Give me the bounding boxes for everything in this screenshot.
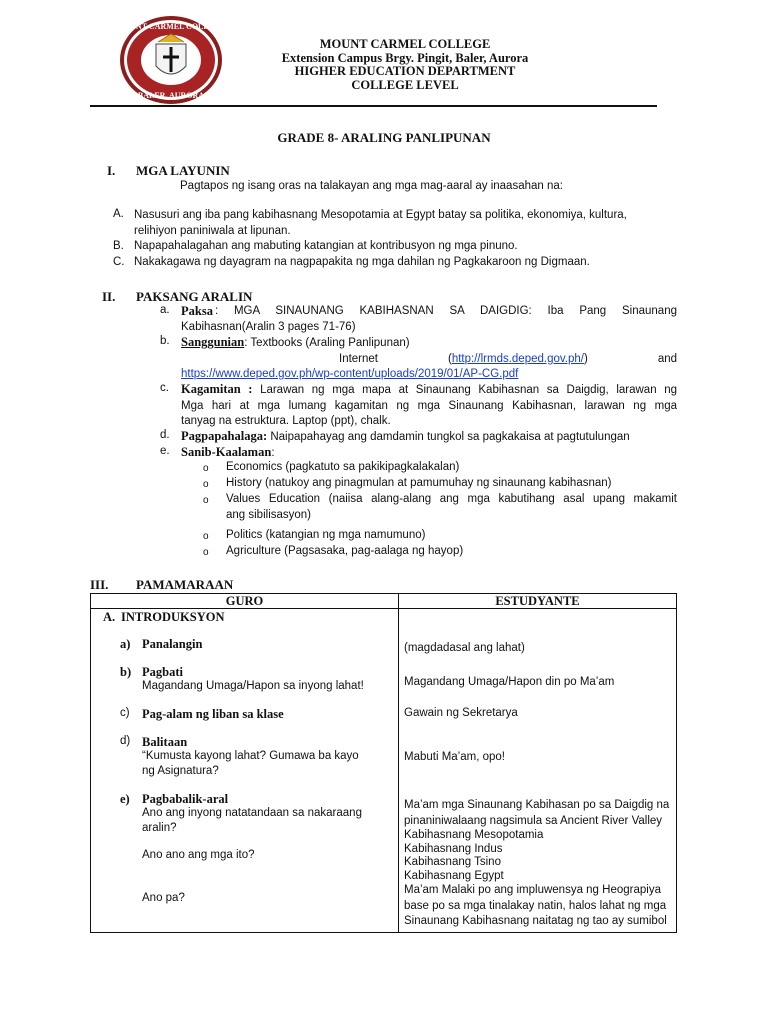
bullet-icon: o (203, 463, 209, 474)
column-header-estudyante: ESTUDYANTE (399, 594, 677, 609)
campus-address: Extension Campus Brgy. Pingit, Baler, Aurora (281, 50, 529, 65)
values-letter: d. (160, 429, 170, 441)
deped-lrmds-link[interactable]: http://lrmds.deped.gov.ph/ (451, 352, 584, 365)
review-question: Ano pa? (142, 892, 185, 904)
step-title-panalangin: Panalangin (142, 637, 203, 651)
step-letter: b) (120, 665, 132, 679)
integration-bullet: Values Education (naiisa alang-alang ang mga kabutihang asal upang makamit (226, 493, 677, 505)
header-block (230, 38, 580, 92)
table-header-row (91, 594, 677, 609)
balitaan-text: “Kumusta kayong lahat? Gumawa ba kayo (142, 750, 359, 762)
level-name: COLLEGE LEVEL (351, 77, 459, 92)
objective-item: Nasusuri ang iba pang kabihasnang Mesopotamia at Egypt batay sa politika, ekonomiya, kultura, relihiyon paniniwala at lipunan. (134, 209, 627, 237)
header-rule (90, 105, 657, 107)
step-title-attendance: Pag-alam ng liban sa klase (142, 707, 284, 721)
integration-bullet-cont: ang sibilisasyon) (226, 509, 312, 521)
balitaan-text: ng Asignatura? (142, 765, 219, 777)
integration-item: Sanib-Kaalaman: (181, 445, 275, 459)
values-item: Pagpapahalaga: Naipapahayag ang damdamin tungkol sa pagkakaisa at pagtutulungan (181, 429, 630, 443)
objective-letter: C. (113, 256, 125, 268)
department-name: HIGHER EDUCATION DEPARTMENT (294, 64, 516, 78)
deped-curriculum-link[interactable]: https://www.deped.gov.ph/wp-content/uploads/2019/01/AP-CG.pdf (181, 368, 519, 380)
intro-title: INTRODUKSYON (121, 610, 225, 624)
step-title-pagbati: Pagbati (142, 665, 183, 679)
student-response: Magandang Umaga/Hapon din po Ma’am (404, 676, 615, 688)
section-2-number: II. (102, 289, 116, 304)
teacher-cell (91, 609, 399, 933)
bullet-icon: o (203, 547, 209, 558)
step-letter: e) (120, 792, 130, 806)
section-3-number: III. (90, 577, 109, 592)
table-row (91, 609, 677, 933)
objective-item: Napapahalagahan ang mabuting katangian at kontribusyon ng mga pinuno. (134, 240, 518, 252)
step-letter: c) (120, 707, 130, 719)
review-responses: Ma’am mga Sinaunang Kabihasan po sa Daigdig na pinaniniwalaang nagsimula sa Ancient River Valley Kabihasnang Mesopotamia Kabihasnang Indus Kabihasnang Tsino Kabihasnang Egypt Ma’am Malaki po ang impluwensya ng Heograpiya base po sa mga tinalakay natin, halos lahat ng mga Sinaunang Kabihasnang naitatag ng tao ay sumibol (404, 799, 670, 927)
review-question: Ano ano ang mga ito? (142, 849, 255, 861)
objective-letter: B. (113, 240, 124, 252)
student-cell (399, 609, 677, 933)
topic-item: Paksa : MGA SINAUNANG KABIHASNAN SA DAIGDIG: Iba Pang Sinaunang Kabihasnan(Aralin 3 pages 71-76) (181, 304, 677, 333)
college-logo (118, 14, 224, 106)
svg-text:MOUNT CARMEL COLLEGE: MOUNT CARMEL COLLEGE (118, 22, 224, 31)
materials-item: Kagamitan : Larawan ng mga mapa at Sinaunang Kabihasnan sa Daigdig, larawan ng Mga hari at mga lumang kagamitan ng mga Sinaunang Kabihasnan, larawan ng mga tanyag na estruktura. Laptop (ppt), chalk. (181, 382, 677, 427)
section-1-intro: Pagtapos ng isang oras na talakayan ang mga mag-aaral ay inaasahan na: (180, 180, 563, 192)
reference-item: Sanggunian: Textbooks (Araling Panlipunan) Internet (http://lrmds.deped.gov.ph/) and https://www.deped.gov.ph/wp-content/uploads/2019/01/AP-CG.pdf (181, 335, 677, 380)
step-title-review: Pagbabalik-aral (142, 792, 229, 806)
greeting-text: Magandang Umaga/Hapon sa inyong lahat! (142, 680, 364, 692)
integration-bullet: History (natukoy ang pinagmulan at pamumuhay ng sinaunang kabihasnan) (226, 477, 612, 489)
svg-text:BALER, AURORA: BALER, AURORA (137, 91, 205, 100)
integration-letter: e. (160, 445, 170, 457)
objective-item: Nakakagawa ng dayagram na nagpapakita ng mga dahilan ng Pagkakaroon ng Digmaan. (134, 256, 590, 268)
objective-letter: A. (113, 208, 124, 220)
review-question: Ano ang inyong natatandaan sa nakaraang (142, 807, 362, 819)
reference-letter: b. (160, 335, 170, 347)
intro-letter: A. (103, 610, 116, 624)
review-question: aralin? (142, 822, 177, 834)
section-3-title: PAMAMARAAN (136, 577, 234, 592)
step-letter: a) (120, 637, 131, 651)
student-response: Gawain ng Sekretarya (404, 707, 518, 719)
step-letter: d) (120, 735, 131, 747)
section-1-title: MGA LAYUNIN (136, 163, 230, 178)
section-1-number: I. (107, 163, 116, 178)
college-name: MOUNT CARMEL COLLEGE (319, 37, 491, 51)
bullet-icon: o (203, 495, 209, 506)
student-response: (magdadasal ang lahat) (404, 642, 525, 654)
step-title-balitaan: Balitaan (142, 735, 188, 749)
bullet-icon: o (203, 479, 209, 490)
topic-letter: a. (160, 304, 170, 316)
column-header-guro: GURO (91, 594, 399, 609)
procedure-table (90, 593, 677, 933)
integration-bullet: Agriculture (Pagsasaka, pag-aalaga ng hayop) (226, 545, 464, 557)
integration-bullet: Politics (katangian ng mga namumuno) (226, 529, 426, 541)
document-title: GRADE 8- ARALING PANLIPUNAN (277, 130, 491, 145)
bullet-icon: o (203, 531, 209, 542)
materials-letter: c. (160, 382, 169, 394)
student-response: Mabuti Ma’am, opo! (404, 751, 505, 763)
integration-bullet: Economics (pagkatuto sa pakikipagkalakalan) (226, 461, 460, 473)
section-2-title: PAKSANG ARALIN (136, 289, 253, 304)
